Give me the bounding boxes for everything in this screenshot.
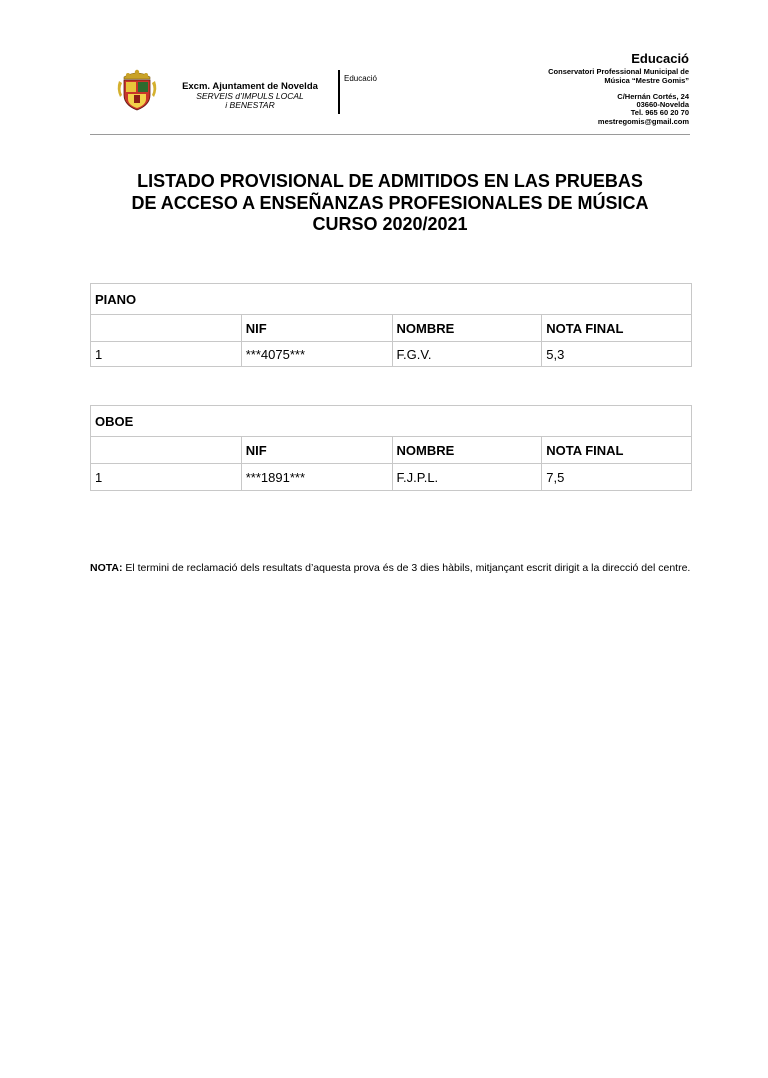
note-label: NOTA: [90, 562, 123, 574]
column-header-nota-final: NOTA FINAL [542, 437, 692, 464]
note-text: El termini de reclamació dels resultats d’aquesta prova és de 3 dies hàbils, mitjançant escrit dirigit a la direcció del centre. [122, 562, 691, 574]
center-email: mestregomis@gmail.com [597, 116, 689, 126]
cell-nombre: F.G.V. [392, 342, 542, 367]
organization-service-2: i BENESTAR [225, 99, 275, 110]
center-name-1: Conservatori Professional Municipal de [548, 67, 689, 77]
center-department: Educació [631, 51, 689, 66]
table-header-row [91, 437, 692, 464]
section-heading: PIANO [91, 284, 692, 315]
center-postal: 03660-Novelda [636, 100, 689, 110]
center-info [548, 52, 689, 126]
header-divider [338, 70, 340, 114]
organization-name: Excm. Ajuntament de Novelda [182, 81, 318, 92]
cell-index: 1 [91, 464, 242, 491]
note-paragraph [90, 561, 692, 576]
document-title [60, 171, 720, 236]
center-address: C/Hernán Cortés, 24 [617, 91, 689, 101]
cell-nif: ***1891*** [241, 464, 392, 491]
column-header-nombre: NOMBRE [392, 437, 542, 464]
title-line-1: LISTADO PROVISIONAL DE ADMITIDOS EN LAS PRUEBAS [137, 171, 643, 191]
department-label: Educació [344, 74, 377, 83]
column-header-nota-final: NOTA FINAL [542, 315, 692, 342]
column-header-index [91, 315, 242, 342]
organization-block [170, 82, 330, 110]
table-row [91, 464, 692, 491]
column-header-nif: NIF [241, 315, 392, 342]
organization-service: SERVEIS d’IMPULS LOCAL [196, 90, 304, 101]
title-line-3: CURSO 2020/2021 [312, 214, 468, 235]
cell-nombre: F.J.P.L. [392, 464, 542, 491]
cell-nota: 7,5 [542, 464, 692, 491]
header-rule [90, 134, 690, 135]
center-phone: Tel. 965 60 20 70 [630, 108, 689, 118]
title-line-2: DE ACCESO A ENSEÑANZAS PROFESIONALES DE MÚSICA [131, 192, 649, 213]
table-header-row [91, 315, 692, 342]
cell-nif: ***4075*** [241, 342, 392, 367]
column-header-nif: NIF [241, 437, 392, 464]
table-row [91, 342, 692, 367]
section-heading: OBOE [91, 406, 692, 437]
piano-table [90, 283, 692, 367]
cell-nota: 5,3 [542, 342, 692, 367]
column-header-nombre: NOMBRE [392, 315, 542, 342]
center-name-2: Música “Mestre Gomis” [604, 75, 689, 85]
municipal-crest-logo [116, 67, 158, 113]
oboe-table [90, 405, 692, 491]
column-header-index [91, 437, 242, 464]
cell-index: 1 [91, 342, 242, 367]
